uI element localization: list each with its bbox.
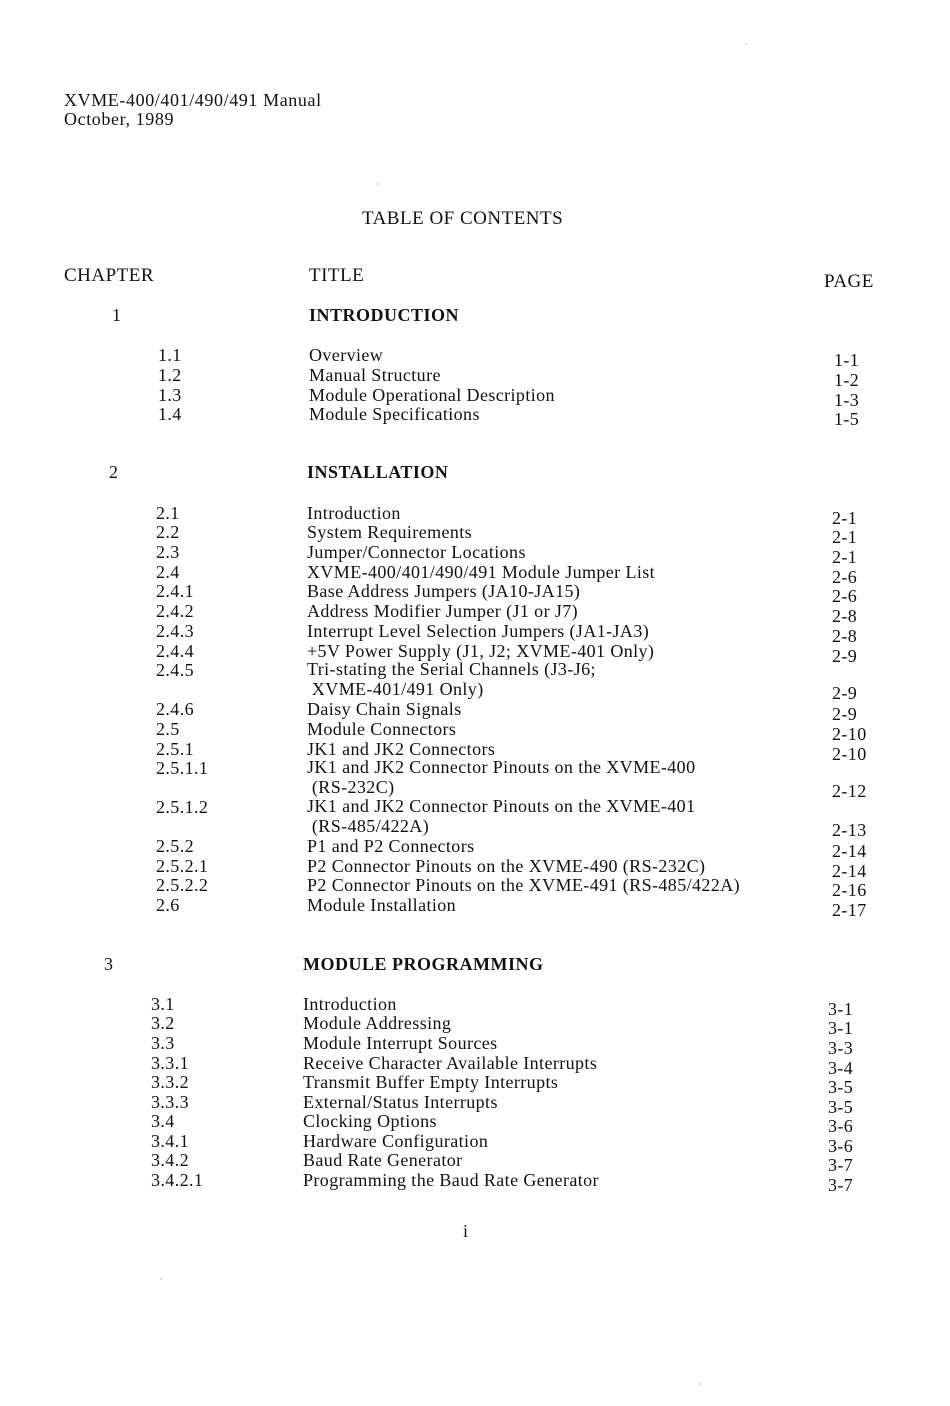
section-number: 2.5.2.2 <box>156 875 209 895</box>
section-number: 2.5.1.1 <box>156 758 209 778</box>
section-title: Overview <box>309 345 384 365</box>
section-title: Module Installation <box>307 895 457 915</box>
section-page: 2-9 <box>832 646 858 666</box>
section-title: Module Operational Description <box>309 385 555 405</box>
section-number: 2.5 <box>156 719 180 739</box>
section-number: 2.4.6 <box>156 699 194 719</box>
section-number: 1.3 <box>158 385 182 405</box>
toc-entry <box>0 1072 950 1097</box>
toc-entry <box>0 542 950 567</box>
section-number: 3.1 <box>151 994 175 1014</box>
section-title: System Requirements <box>307 522 473 542</box>
section-page: 3-7 <box>828 1155 854 1175</box>
section-number: 2.6 <box>156 895 180 915</box>
section-page: 1-1 <box>834 350 860 370</box>
scan-speck <box>745 43 747 45</box>
toc-entry <box>0 1013 950 1038</box>
toc-entry <box>0 836 950 861</box>
section-number: 2.5.1 <box>156 739 194 759</box>
toc-entry <box>0 365 950 390</box>
toc-entry <box>0 1053 950 1078</box>
section-number: 2.4.1 <box>156 581 194 601</box>
toc-entry <box>0 739 950 764</box>
toc-entry <box>0 994 950 1019</box>
section-page: 2-9 <box>832 704 858 724</box>
chapter-title: MODULE PROGRAMMING <box>303 954 544 974</box>
section-number: 3.3.3 <box>151 1092 189 1112</box>
section-title: Daisy Chain Signals <box>307 699 462 719</box>
toc-entry <box>0 581 950 606</box>
section-title: Module Specifications <box>309 404 480 424</box>
section-title: Module Addressing <box>303 1013 452 1033</box>
section-page: 2-8 <box>832 606 858 626</box>
toc-entry <box>0 601 950 626</box>
section-number: 3.4.1 <box>151 1131 189 1151</box>
manual-date: October, 1989 <box>64 109 175 129</box>
chapter-title: INTRODUCTION <box>309 305 460 325</box>
section-title: Introduction <box>307 503 401 523</box>
section-title: External/Status Interrupts <box>303 1092 498 1112</box>
section-title: P2 Connector Pinouts on the XVME-491 (RS-485/422A) <box>307 875 740 895</box>
section-title: XVME-400/401/490/491 Module Jumper List <box>307 562 656 582</box>
toc-heading: TABLE OF CONTENTS <box>362 208 564 229</box>
section-number: 2.2 <box>156 522 180 542</box>
toc-entry <box>0 621 950 646</box>
chapter-number: 3 <box>104 954 113 974</box>
section-page: 1-2 <box>834 370 860 390</box>
section-title: Base Address Jumpers (JA10-JA15) <box>307 581 581 601</box>
section-page: 3-6 <box>828 1136 854 1156</box>
section-page: 2-14 <box>832 861 867 881</box>
section-title: +5V Power Supply (J1, J2; XVME-401 Only) <box>307 641 655 661</box>
toc-entry <box>0 385 950 410</box>
toc-entry <box>0 345 950 370</box>
toc-entry <box>0 1033 950 1058</box>
section-number: 3.3 <box>151 1033 175 1053</box>
section-number: 1.4 <box>158 404 182 424</box>
scan-speck <box>699 1383 701 1385</box>
section-number: 3.2 <box>151 1013 175 1033</box>
section-page: 2-16 <box>832 880 867 900</box>
section-page: 2-10 <box>832 744 867 764</box>
section-title: Jumper/Connector Locations <box>307 542 526 562</box>
toc-entry <box>0 404 950 429</box>
section-number: 2.5.2 <box>156 836 194 856</box>
chapter-number: 1 <box>112 305 121 325</box>
section-title: Module Interrupt Sources <box>303 1033 498 1053</box>
section-title: Transmit Buffer Empty Interrupts <box>303 1072 559 1092</box>
toc-entry <box>0 699 950 724</box>
page-number: i <box>463 1221 469 1241</box>
section-page: 3-1 <box>828 1018 854 1038</box>
toc-entry <box>0 641 950 666</box>
section-page: 1-5 <box>834 409 860 429</box>
section-page: 3-5 <box>828 1077 854 1097</box>
toc-entry <box>0 1111 950 1136</box>
section-number: 2.1 <box>156 503 180 523</box>
section-number: 1.2 <box>158 365 182 385</box>
section-number: 3.4.2 <box>151 1150 189 1170</box>
section-title: Receive Character Available Interrupts <box>303 1053 598 1073</box>
section-page: 2-1 <box>832 547 858 567</box>
scan-speck <box>377 183 379 185</box>
section-page: 3-7 <box>828 1175 854 1195</box>
column-header-page: PAGE <box>824 271 874 292</box>
section-title: Baud Rate Generator <box>303 1150 463 1170</box>
section-title: Introduction <box>303 994 397 1014</box>
section-page: 2-9 <box>832 683 858 703</box>
section-title: Clocking Options <box>303 1111 437 1131</box>
toc-entry <box>0 1170 950 1195</box>
section-page: 3-3 <box>828 1038 854 1058</box>
section-number: 2.4.4 <box>156 641 194 661</box>
section-page: 1-3 <box>834 390 860 410</box>
section-number: 3.3.1 <box>151 1053 189 1073</box>
section-page: 2-6 <box>832 567 858 587</box>
section-page: 2-1 <box>832 527 858 547</box>
section-page: 2-14 <box>832 841 867 861</box>
section-number: 3.4 <box>151 1111 175 1131</box>
section-page: 2-12 <box>832 781 867 801</box>
section-title: Manual Structure <box>309 365 441 385</box>
section-title: Hardware Configuration <box>303 1131 489 1151</box>
section-page: 3-6 <box>828 1116 854 1136</box>
section-page: 3-1 <box>828 999 854 1019</box>
section-number: 2.5.1.2 <box>156 797 209 817</box>
section-number: 1.1 <box>158 345 182 365</box>
section-title: Interrupt Level Selection Jumpers (JA1-JA3) <box>307 621 650 641</box>
section-title: JK1 and JK2 Connector Pinouts on the XVME-400 (RS-232C) <box>307 757 696 797</box>
section-title: Tri-stating the Serial Channels (J3-J6; XVME-401/491 Only) <box>307 659 596 699</box>
section-number: 2.4 <box>156 562 180 582</box>
toc-entry <box>0 796 950 840</box>
section-page: 2-8 <box>832 626 858 646</box>
section-title: JK1 and JK2 Connectors <box>307 739 496 759</box>
section-page: 3-4 <box>828 1058 854 1078</box>
toc-entry <box>0 895 950 920</box>
section-number: 3.3.2 <box>151 1072 189 1092</box>
section-page: 2-10 <box>832 724 867 744</box>
section-number: 2.4.5 <box>156 660 194 680</box>
section-page: 3-5 <box>828 1097 854 1117</box>
section-page: 2-17 <box>832 900 867 920</box>
scan-speck <box>160 1278 162 1280</box>
toc-entry <box>0 875 950 900</box>
section-number: 2.4.2 <box>156 601 194 621</box>
section-title: P1 and P2 Connectors <box>307 836 475 856</box>
section-number: 2.3 <box>156 542 180 562</box>
section-page: 2-6 <box>832 586 858 606</box>
toc-entry <box>0 522 950 547</box>
chapter-number: 2 <box>109 462 118 482</box>
section-title: JK1 and JK2 Connector Pinouts on the XVME-401 (RS-485/422A) <box>307 796 696 836</box>
toc-entry <box>0 659 950 703</box>
chapter-title: INSTALLATION <box>307 462 449 482</box>
toc-entry <box>0 856 950 881</box>
section-number: 2.4.3 <box>156 621 194 641</box>
toc-entry <box>0 1131 950 1156</box>
toc-entry <box>0 562 950 587</box>
toc-entry <box>0 719 950 744</box>
toc-entry <box>0 1092 950 1117</box>
column-header-title: TITLE <box>309 265 365 286</box>
toc-entry <box>0 757 950 801</box>
column-header-chapter: CHAPTER <box>64 265 155 286</box>
toc-entry <box>0 1150 950 1175</box>
section-title: Module Connectors <box>307 719 457 739</box>
toc-entry <box>0 503 950 528</box>
section-page: 2-1 <box>832 508 858 528</box>
section-number: 3.4.2.1 <box>151 1170 204 1190</box>
section-number: 2.5.2.1 <box>156 856 209 876</box>
section-title: Programming the Baud Rate Generator <box>303 1170 599 1190</box>
section-title: P2 Connector Pinouts on the XVME-490 (RS-232C) <box>307 856 706 876</box>
section-title: Address Modifier Jumper (J1 or J7) <box>307 601 579 621</box>
manual-title: XVME-400/401/490/491 Manual <box>64 90 322 110</box>
section-page: 2-13 <box>832 820 867 840</box>
